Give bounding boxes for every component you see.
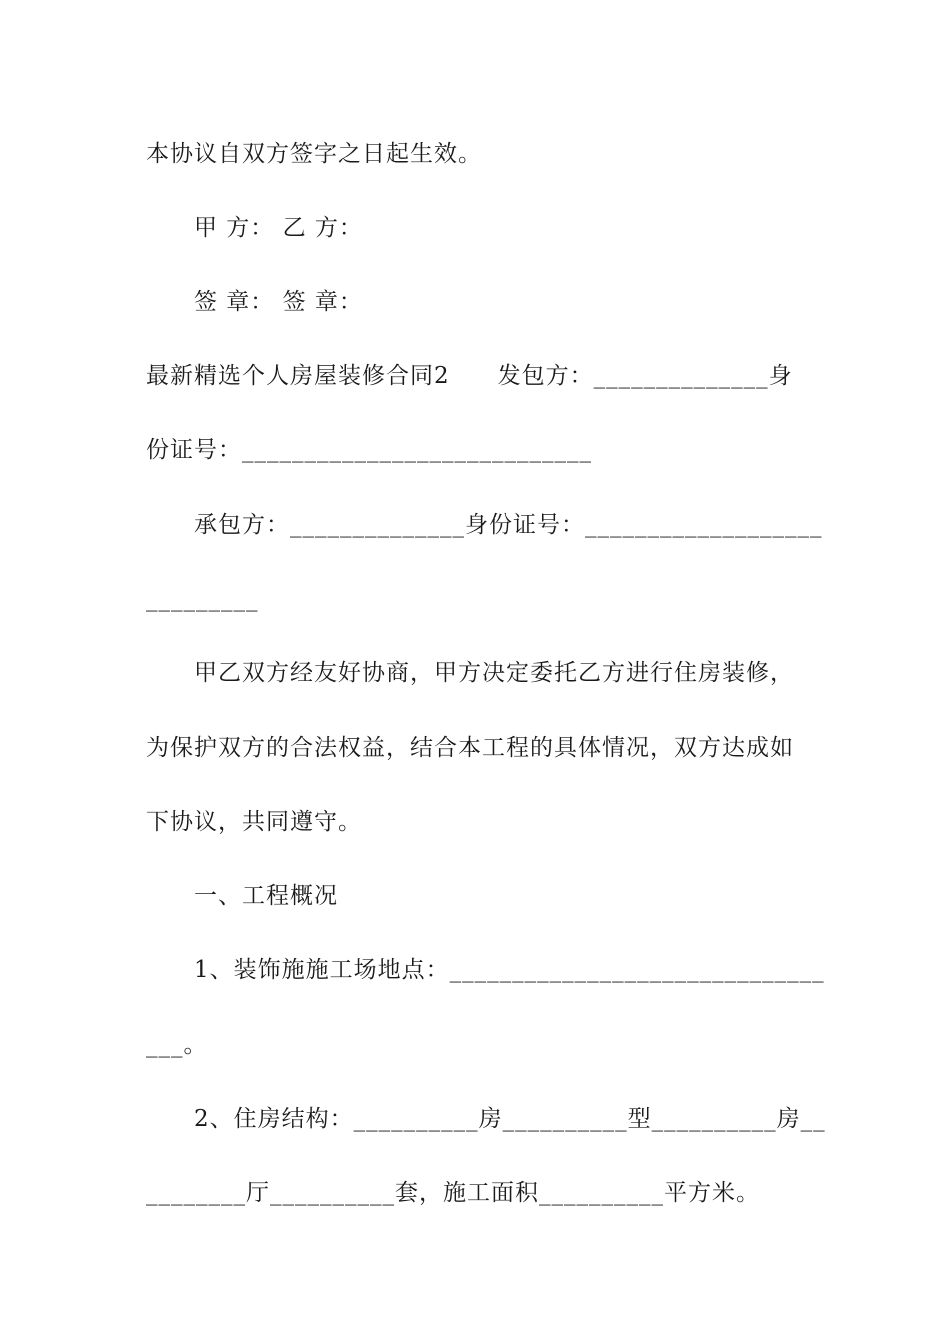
site-location-continuation: ___。 xyxy=(146,1032,208,1058)
housing-structure-continuation: ________厅__________套，施工面积__________平方米。 xyxy=(146,1180,760,1206)
signature-labels: 签 章： 签 章： xyxy=(194,289,363,315)
party-labels: 甲 方： 乙 方： xyxy=(194,215,363,241)
contractor-line: 承包方：______________身份证号：___________________ xyxy=(194,512,823,538)
id-number-line: 份证号：____________________________ xyxy=(146,437,592,463)
site-location-line: 1、装饰施施工场地点：______________________________ xyxy=(194,957,825,983)
effective-clause: 本协议自双方签字之日起生效。 xyxy=(146,141,482,167)
contractor-id-continuation: _________ xyxy=(146,586,259,612)
housing-structure-line: 2、住房结构：__________房__________型__________房__ xyxy=(194,1106,826,1132)
intro-paragraph-line-3: 下协议，共同遵守。 xyxy=(146,809,362,835)
contract-title-line: 最新精选个人房屋装修合同2 发包方：______________身 xyxy=(146,363,793,389)
section-heading: 一、工程概况 xyxy=(194,883,338,909)
intro-paragraph-line-1: 甲乙双方经友好协商，甲方决定委托乙方进行住房装修， xyxy=(194,660,794,686)
intro-paragraph-line-2: 为保护双方的合法权益，结合本工程的具体情况，双方达成如 xyxy=(146,735,794,761)
